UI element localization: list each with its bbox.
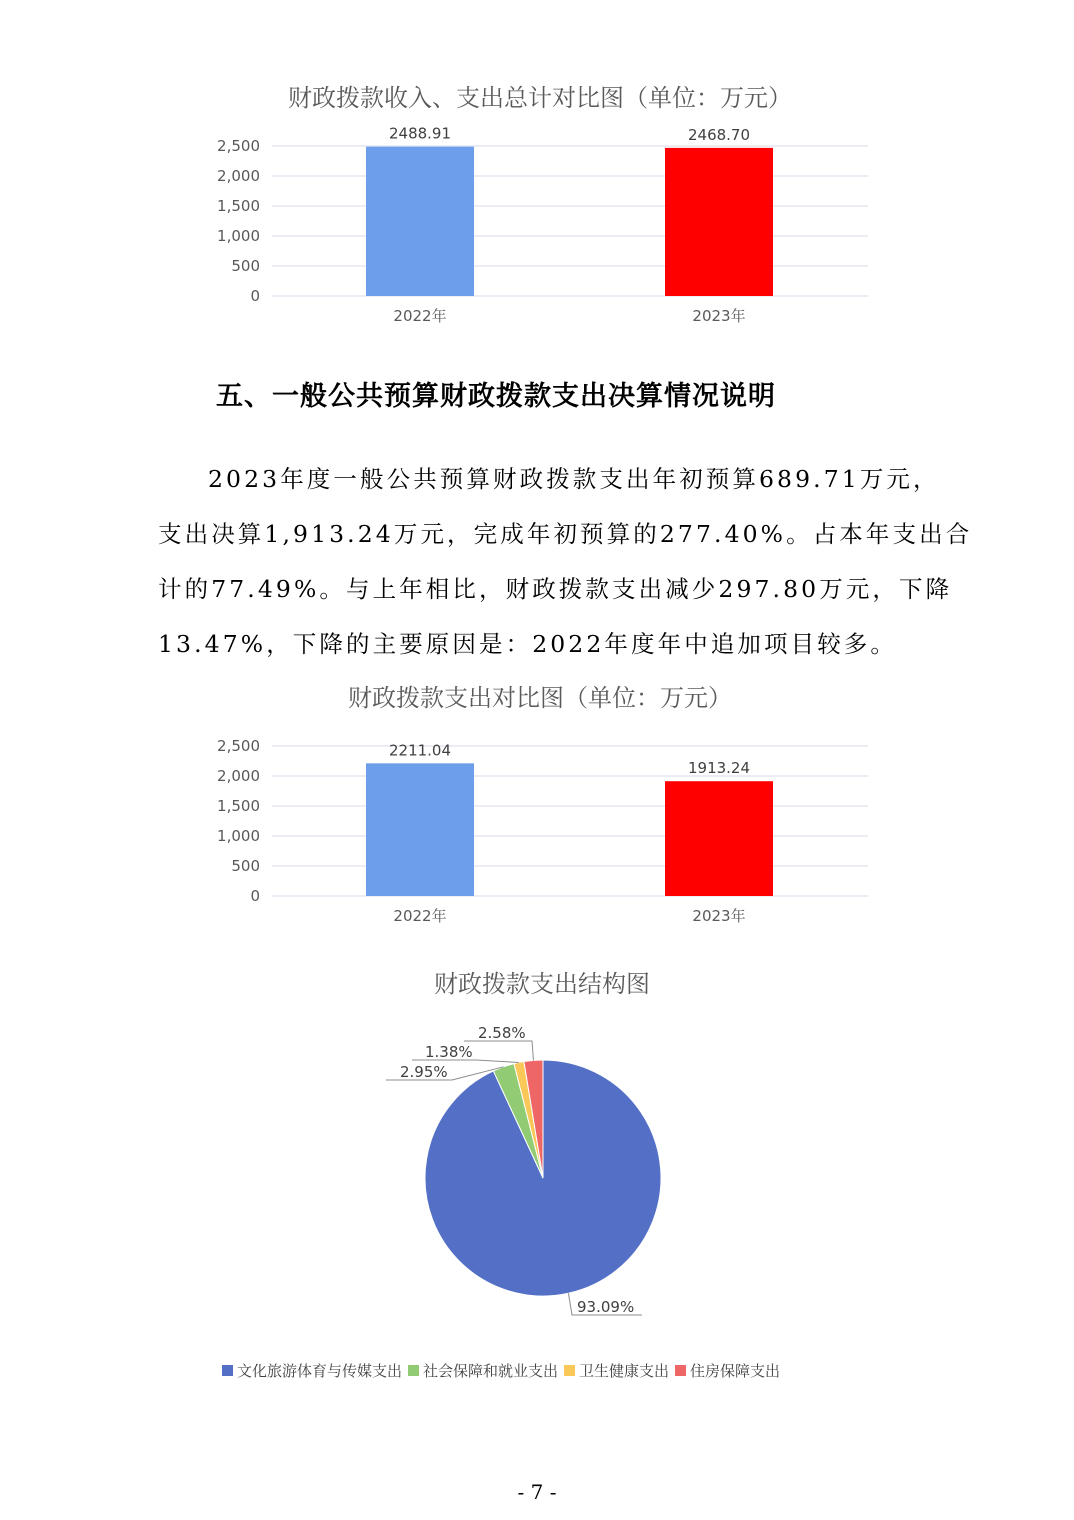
expense-structure-pie-chart [0,960,1074,1350]
bar [366,147,474,296]
legend-swatch [222,1365,233,1376]
legend-label: 卫生健康支出 [579,1362,670,1380]
y-tick-label: 0 [250,887,260,905]
slice-label: 1.38% [425,1043,473,1061]
y-tick-label: 1,500 [217,797,260,815]
legend-item [564,1360,669,1381]
legend-label: 住房保障支出 [690,1362,781,1380]
y-tick-label: 500 [231,857,260,875]
y-tick-label: 2,000 [217,167,260,185]
y-tick-label: 2,000 [217,767,260,785]
bar [366,763,474,896]
slice-label: 2.95% [400,1063,448,1081]
x-tick-label: 2022年 [393,307,447,325]
y-tick-label: 1,000 [217,827,260,845]
bar [665,781,773,896]
leader-line [464,1041,533,1060]
income-expense-bar-chart [0,0,1074,340]
y-tick-label: 2,500 [217,737,260,755]
bar [665,148,773,296]
body-paragraph [158,452,973,672]
slice-label: 93.09% [577,1298,635,1316]
legend-swatch [675,1365,686,1376]
legend-item [675,1360,780,1381]
paragraph-line: 计的77.49%。与上年相比，财政拨款支出减少297.80万元，下降 [158,575,953,603]
y-tick-label: 500 [231,257,260,275]
x-tick-label: 2023年 [692,307,746,325]
section-heading: 五、一般公共预算财政拨款支出决算情况说明 [216,381,776,412]
chart-title: 财政拨款支出结构图 [434,970,650,998]
x-tick-label: 2022年 [393,907,447,925]
data-label: 1913.24 [687,759,751,778]
pie-legend [222,1360,780,1381]
paragraph-line: 支出决算1,913.24万元，完成年初预算的277.40%。占本年支出合 [158,520,973,548]
legend-swatch [408,1365,419,1376]
chart-title: 财政拨款支出对比图（单位：万元） [348,684,732,712]
y-tick-label: 0 [250,287,260,305]
paragraph-line: 2023年度一般公共预算财政拨款支出年初预算689.71万元， [208,465,940,493]
legend-label: 社会保障和就业支出 [423,1362,559,1380]
legend-label: 文化旅游体育与传媒支出 [237,1362,403,1380]
page-number: - 7 - [517,1480,557,1504]
legend-item [222,1360,402,1381]
data-label: 2211.04 [388,741,452,760]
data-label: 2488.91 [388,124,452,143]
chart-title: 财政拨款收入、支出总计对比图（单位：万元） [288,84,792,112]
data-label: 2468.70 [687,125,751,144]
legend-item [408,1360,558,1381]
y-tick-label: 2,500 [217,137,260,155]
y-tick-label: 1,500 [217,197,260,215]
expense-bar-chart [0,670,1074,940]
legend-swatch [564,1365,575,1376]
slice-label: 2.58% [478,1024,526,1042]
y-tick-label: 1,000 [217,227,260,245]
x-tick-label: 2023年 [692,907,746,925]
paragraph-line: 13.47%，下降的主要原因是：2022年度年中追加项目较多。 [158,630,898,658]
